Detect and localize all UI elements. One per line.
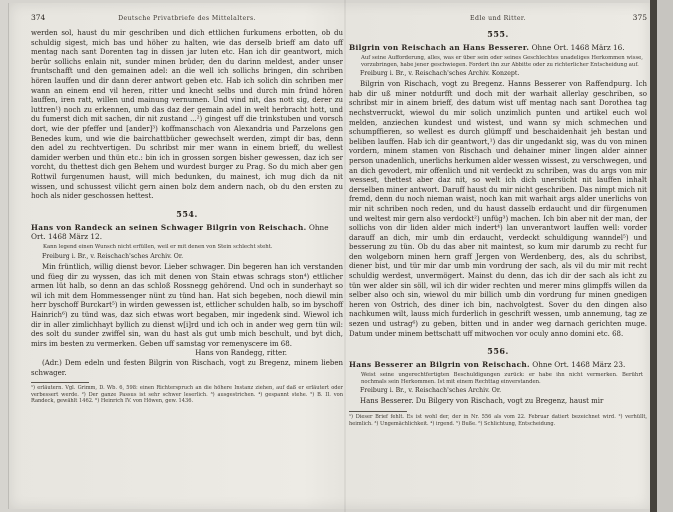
- book-edge-shadow: [650, 0, 657, 512]
- entry-regest-556: Weist seine ungerechtfertigten Beschuldigungen zurück: er habe ihn nicht vermerken. Berührt nochmals sein Herkommen. Ist mit einem Rechttag einverstanden.: [361, 372, 643, 385]
- page-number-right: 375: [632, 13, 647, 22]
- entry-number-556: 556.: [487, 346, 509, 357]
- running-header-right: Edle und Ritter.: [470, 15, 526, 22]
- footnotes-right: ¹) Dieser Brief fehlt. Es ist wohl der, der in Nr. 556 als vom 22. Februar datiert bezeichnet wird. ²) verhüllt, heimlich. ³) Ungemächlichkeit. ⁴) irgend. ⁵) Buße. ⁶) Schlichtung, Entscheidung.: [349, 414, 647, 427]
- entry-source-555: Freiburg i. Br., v. Reischach'sches Archiv. Konzept.: [360, 70, 520, 78]
- page-gutter-shadow: [344, 0, 346, 512]
- scan-background-right: [657, 0, 673, 512]
- page-number-left: 374: [31, 13, 46, 22]
- entry-title-554-name: Hans von Randeck an seinen Schwager Bilgrin von Reischach.: [31, 222, 307, 232]
- entry-regest-554: Kann legend einen Wunsch nicht erfüllen, weil er mit denen von Stein schlecht steht.: [43, 244, 273, 251]
- entry-number-555: 555.: [487, 29, 509, 39]
- page-374: [31, 13, 343, 405]
- entry-date-555: Ohne Ort. 1468 März 16.: [531, 43, 625, 52]
- footnote-rule-right: [349, 411, 407, 412]
- entry-body-555: Bilgrin von Rischach, vogt zu Bregenz. Hanns Besserer von Raffendpurg. Ich hab dir uß miner notdurfft und doch mit der warhait allerlay geschriben, so schribst mir in ainem brieff, des datum wist uff mentag nach sant Dorothea tag nechstverruckt, wiewol du mir solich unzimlich punten und artikel euch wol melden, anziechen kundest und wistest, und wann sy mich schmechen und schumpffieren, so wellest es durch glümpff und beschaidenhait jeh bestan und beliben lauffen. Hab ich dir geantwort,¹) das dir ungedankt sig, was du von minen vordern, minem stamen von Rischach und dehainer miner lingen alder ainner person unadenlich, unerlichs herkumen alder wessen wissest, zu verschwegen, und an dich gevodert, mir offenlich und nit verdeckt zu schriben, was du args von mir wessest, thettest aber daz nit, so welt ich dich unersücht nit lauffen inhalt derselben miner antwort. Daruff haust du mir nicht geschriben. Das nimpt mich nit fremd, denn du noch nieman waist, noch kan mit warhait args alder unerlichs von mir nit schriben noch reden, und du haust dasselb erdaucht und dir fürgenumen und weltest mir gern also verdockt²) unfüg³) machen. Ich bin aber nit der man, der sollichs von dir liden alder mich indert⁴) lan unverantwort lauffen well: vorder darauff an dich, mir umb din erdaucht, verdeckt schuldigung wanndel⁵) und besserung zu tün. Ob du das aber nit maintest, so kum mir darumb zu recht fur den wolgeborn minen hern graff Jergen von Werdenberg, des, als du schribst, diener bist, und tür mir dar umb min vordrung der sach, als vil du mir mit recht schuldig werdest, unvermögert. Mainst du denn, das ich dir der sach als icht zu tün wer alder sin söll, wil ich dir wider rechten und merer mins glimpffs willen da selber also och sin, wiewol du mir billich umb din vordrung fur minen gnedigen heren von Ostrich, des diner ich bin, nachvolgtest. Sover du den dingen also nachkumen wilt, lauss mich furderlich in geschrift wessen, umb annemung, tag ze sezen und ustrag⁶) zu geben, bitten und in ander weg darnach gerichten muge. Datum under minem bettschatt uff mitwochen vor oculy anno domini etc. 68.: [349, 80, 647, 338]
- entry-body-554: Min früntlich, willig dienst bevor. Lieber schwager. Din begeren han ich verstanden und füeg dir zu wyssen, das ich mit denen von Stain etwas schrags ston⁴) ettlicher armen lüt halb, so denn an das schloß Rossnegg gehörend. Und och in sunderhayt so wil ich mit dem Hommessenger nünt zu tünd han. Hat sich begeben, noch diewil min herr byschoff Burckart⁵) in wirden gewessen ist, ettlicher schulden halb, so im byschoff Hainrich⁶) zu tünd was, daz sich etwas wort begaben, mir ingedenk sind. Wiewol ich dir in aller zimlichhayt byllich zu dienst w[i]rd und ich och in ander weg gern tün wil: des solt du sunder zwiffel sin, wan du hast als gut umb mich beschult, und byt dich, mirs im besten zu vermerken. Geben uff samstag vor remenyscere im 68.: [31, 262, 343, 348]
- entry-date-556: Ohne Ort. 1468 März 23.: [532, 360, 626, 370]
- entry-title-555: [349, 43, 647, 53]
- entry-title-554: [31, 223, 343, 243]
- page-375: [349, 13, 647, 427]
- page-spread: [8, 3, 650, 509]
- entry-source-556: Freiburg i. Br., v. Reischach'sches Archiv. Or.: [360, 387, 502, 395]
- entry-title-556: [349, 360, 647, 370]
- footnotes-left: ¹) erläutern. Vgl. Grimm, D. Wb. 6, 598: einen Richterspruch an die höhere Instanz ziehen, auf daß er erläutert oder verbessert werde. ²) Der ganze Passus ist sehr schwer leserlich. ³) ausgestrichen. ⁴) gespannt stehe. ⁵) B. II. von Randeck, gewählt 1462. ⁶) Heinrich IV. von Höwen, gew. 1436.: [31, 385, 343, 405]
- entry-body-556: Hans Besserer. Du Bilgery von Rischach, vogt zu Bregenz, haust mir: [360, 397, 604, 406]
- entry-source-554: Freiburg i. Br., v. Reischach'sches Archiv. Or.: [42, 252, 184, 260]
- entry-title-556-name: Hans Besserer an Bilgrin von Reischach.: [349, 360, 530, 370]
- entry-date-554: Ohne Ort. 1468 März 12.: [31, 222, 329, 242]
- entry-signature-554: Hans von Randegg, ritter.: [195, 349, 287, 358]
- continuation-paragraph: werden sol, haust du mir geschriben und dich ettlichen furkumens erbotten, ob du schuldig sigest, mich bas und höher zu halten, wie das derselb brieff am dato uff mentag nach sant Dorenten tag in dissen jar luten etc. Han ich dir geantwort, mich berür sollichs enlain nit, sunder minen brüder, den du darinn meldest, ander unser fruntschafft und den gemainen adel: an die well ich sollichs bringen, din schriben hören lauffen und dir dann derer antwort geben etc. Hab ich solich din schriben mer wann an einem end vil heren, ritter und knecht selbs und durch min fründ hören lauffen, iren ratt, willen und mainung vernumen. Und vind nit, das nott sig, derer zu luttren¹) noch zu erkennen, umb das daz der gemain adel in welt herbracht hott, und du fumerst dich mit sachen, dir nit zustand ...²) gingest uff die trinkstuben und vorsch dort, wie der pfeffer und [ander]³) koffmanschach von Alexandria und Parzelons gen Benedes kum, und wie die bairchattbücher gewechselt werden, zimpt dir bas, denn den adel zu rechtvertigen. Du schribst mir mer wann in einem brieff, du wellest damider werben und thün etc.: bin ich in grossen sorgen bisher gewessen, daz ich ser vorcht, du thettest dich gen Behem und wurdest burger zu Prag. So du mich aber gen Rottwil furgenumen haust, will mich bedunken, du mainest, ich mug dich da nit wissen, und schussest vilicht gern ainen bolz dem andern nach, ob du den ersten zu hoch als nider geschossen hettest.: [31, 29, 343, 201]
- footnote-rule-left: [31, 382, 89, 383]
- entry-title-555-name: Bilgrin von Reischach an Hans Besserer.: [349, 43, 530, 52]
- entry-number-554: 554.: [176, 208, 198, 219]
- entry-address-554: (Adr.) Dem edeln und festen Bilgrin von Rischach, vogt zu Bregenz, minem lieben schwager.: [31, 358, 343, 377]
- entry-regest-555: Auf seine Aufforderung, alles, was er über sein oder seines Geschlechtes unadeliges Herkommen wisse, vorzubringen, habe jener geschwiegen. Fordert ihn zur Abbitte oder zu richterlicher Entscheidung auf.: [361, 54, 643, 68]
- page-header-left: [31, 13, 343, 22]
- running-header-left: Deutsche Privatbriefe des Mittelalters.: [118, 15, 256, 22]
- page-header-right: [349, 13, 647, 22]
